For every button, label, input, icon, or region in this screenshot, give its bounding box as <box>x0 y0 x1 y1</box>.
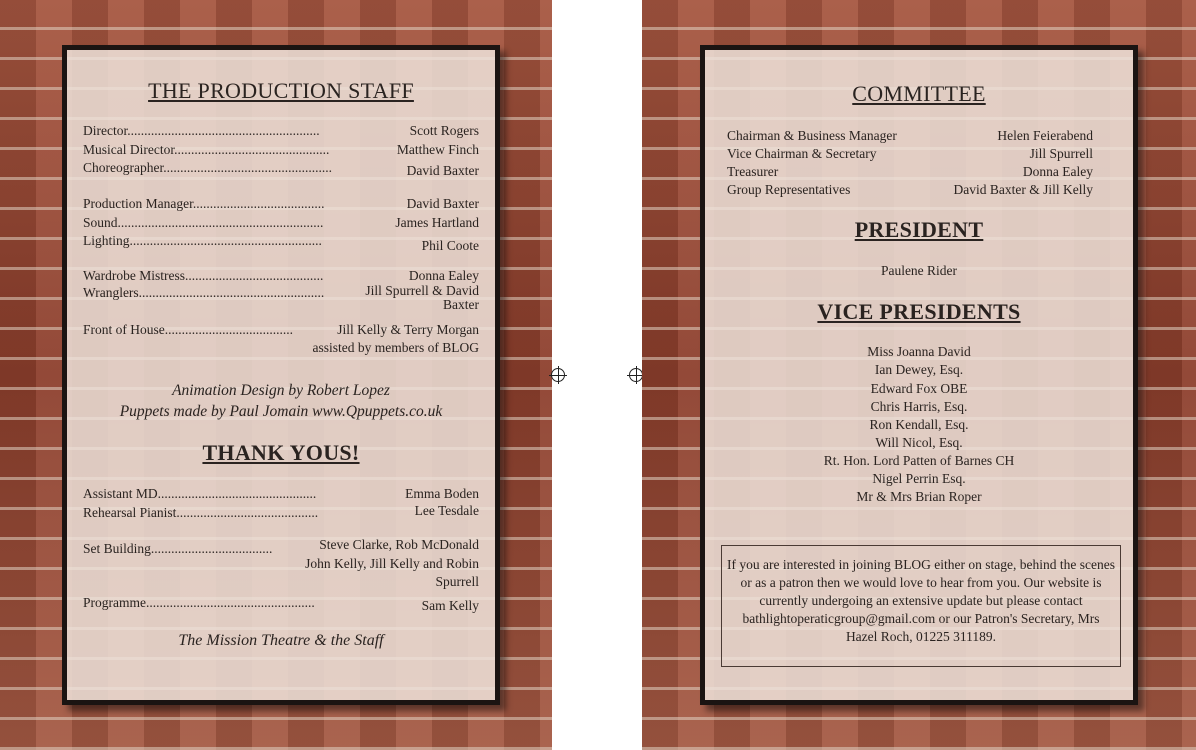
thanks-label: Rehearsal Pianist.......................................... <box>83 505 319 520</box>
staff-label: Musical Director.............................................. <box>83 142 330 157</box>
vice-president-item: Ian Dewey, Esq. <box>874 362 964 377</box>
thank-yous-heading: THANK YOUS! <box>202 440 360 465</box>
committee-name: Donna Ealey <box>1022 164 1093 179</box>
staff-value: Phil Coote <box>421 238 479 253</box>
staff-label: Lighting......................................................... <box>83 233 322 248</box>
vice-president-item: Nigel Perrin Esq. <box>872 471 966 486</box>
thanks-label: Set Building.................................... <box>83 541 273 556</box>
vice-president-item: Rt. Hon. Lord Patten of Barnes CH <box>823 453 1015 468</box>
staff-label: Production Manager....................................... <box>83 196 325 211</box>
membership-info-text: If you are interested in joining BLOG either on stage, behind the scenes or as a patron then we would love to hear from you. Our website is currently undergoing an extensive update but please contact bathlightoperaticgroup@gmail.com or our Patron's Secretary, Mrs Hazel Roch, 01225 311189. <box>726 557 1115 644</box>
production-staff-panel <box>62 45 500 705</box>
staff-value: Donna Ealey <box>408 268 479 283</box>
thanks-label: Programme.................................................. <box>83 595 315 610</box>
staff-label: Director......................................................... <box>83 123 320 138</box>
staff-value: James Hartland <box>395 215 479 230</box>
vice-president-item: Edward Fox OBE <box>870 381 968 396</box>
vice-president-item: Mr & Mrs Brian Roper <box>856 489 982 504</box>
production-staff-heading: THE PRODUCTION STAFF <box>148 78 414 103</box>
right-page-background <box>642 0 1196 750</box>
president-heading: PRESIDENT <box>854 217 984 242</box>
staff-value: Jill Spurrell & David Baxter <box>365 283 479 312</box>
staff-label: Wardrobe Mistress......................................... <box>83 268 324 283</box>
committee-name: Helen Feierabend <box>997 128 1093 143</box>
vice-presidents-heading: VICE PRESIDENTS <box>817 299 1021 324</box>
thanks-value: Lee Tesdale <box>414 503 479 518</box>
thanks-label: Assistant MD............................................... <box>83 486 317 501</box>
committee-role: Vice Chairman & Secretary <box>727 146 877 161</box>
staff-label: Wranglers....................................................... <box>83 285 325 300</box>
committee-name: David Baxter & Jill Kelly <box>953 182 1093 197</box>
vice-president-item: Chris Harris, Esq. <box>870 399 968 414</box>
staff-label: Front of House...................................... <box>83 322 293 337</box>
president-name: Paulene Rider <box>880 263 958 278</box>
committee-role: Group Representatives <box>727 182 851 197</box>
staff-value: Matthew Finch <box>396 142 479 157</box>
registration-mark-icon <box>629 368 643 382</box>
left-page-background <box>0 0 552 750</box>
staff-label: Sound............................................................. <box>83 215 324 230</box>
staff-label: Choreographer.................................................. <box>83 160 332 175</box>
animation-credit: Animation Design by Robert Lopez <box>172 382 390 399</box>
vice-president-item: Ron Kendall, Esq. <box>869 417 969 432</box>
staff-value: David Baxter <box>406 196 479 211</box>
thanks-value: Sam Kelly <box>421 598 479 613</box>
vice-president-item: Will Nicol, Esq. <box>875 435 963 450</box>
staff-value: David Baxter <box>406 163 479 178</box>
committee-heading: COMMITTEE <box>852 81 986 106</box>
staff-value: Jill Kelly & Terry Morgan assisted by members of BLOG <box>312 322 479 355</box>
committee-panel <box>700 45 1138 705</box>
staff-value: Scott Rogers <box>409 123 479 138</box>
committee-role: Treasurer <box>727 164 779 179</box>
committee-name: Jill Spurrell <box>1029 146 1093 161</box>
committee-role: Chairman & Business Manager <box>727 128 897 143</box>
membership-info-box <box>721 545 1121 667</box>
closing-credit: The Mission Theatre & the Staff <box>178 632 384 649</box>
thanks-value: Emma Boden <box>405 486 479 501</box>
registration-mark-icon <box>551 368 565 382</box>
vice-president-item: Miss Joanna David <box>867 344 971 359</box>
puppets-credit: Puppets made by Paul Jomain www.Qpuppets.co.uk <box>119 403 443 420</box>
thanks-value: Steve Clarke, Rob McDonald John Kelly, Jill Kelly and Robin Spurrell <box>305 537 479 589</box>
